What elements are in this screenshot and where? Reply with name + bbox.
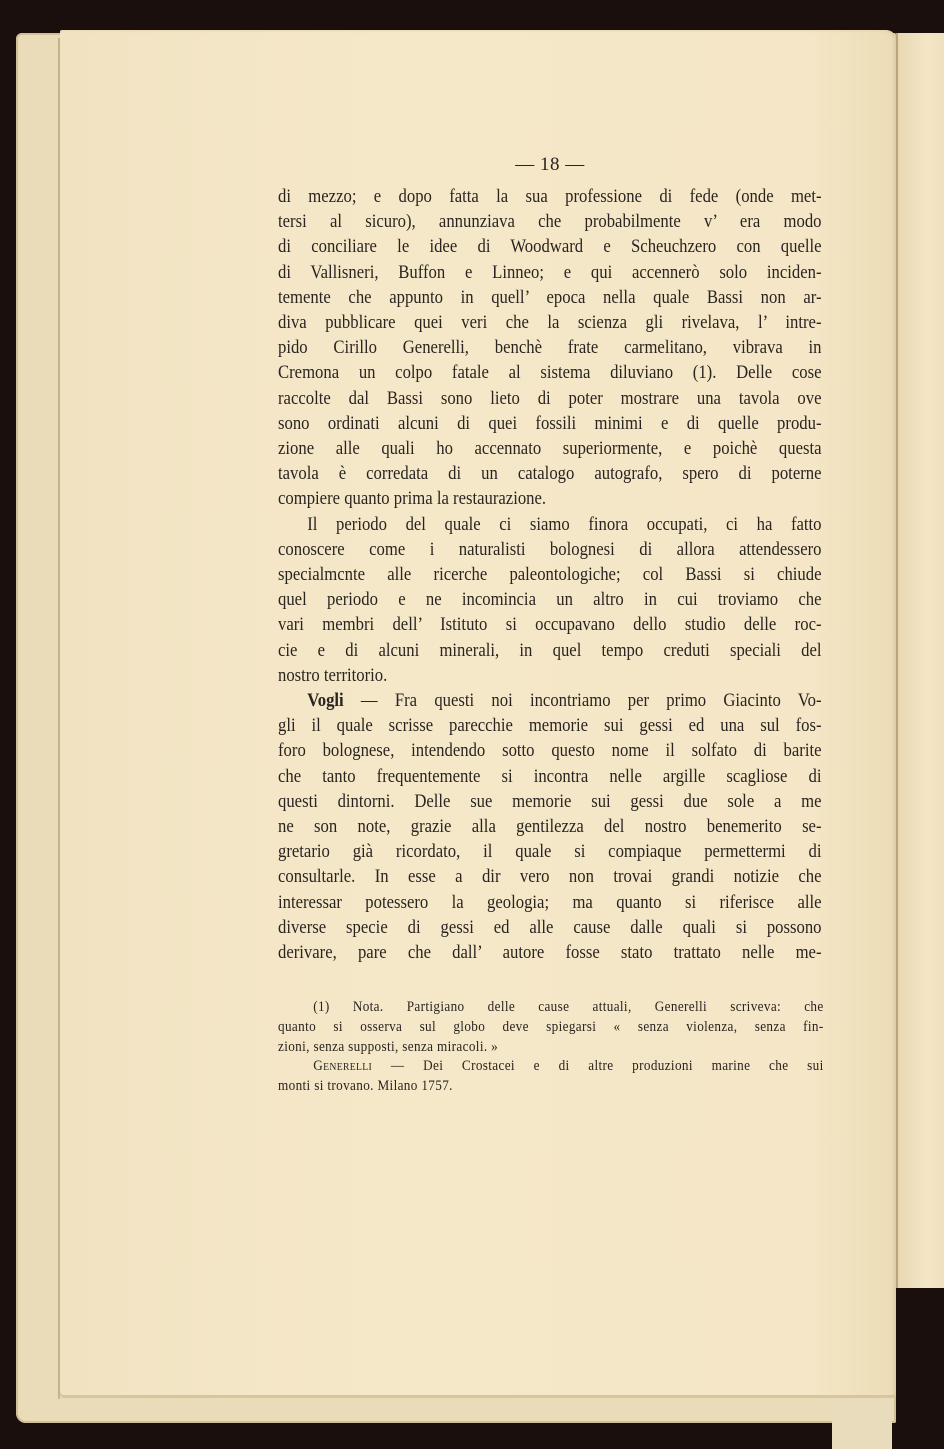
line-text: diverse specie di gessi ed alle cause dalle quali si possono <box>278 916 822 938</box>
line-text: vari membri dell’ Istituto si occupavano dello studio delle roc- <box>278 614 822 636</box>
line-text: compiere quanto prima la restaurazione. <box>278 488 547 510</box>
body-line <box>278 940 822 965</box>
line-text: pido Cirillo Generelli, benchè frate carmelitano, vibrava in <box>278 337 822 359</box>
body-line <box>278 587 822 612</box>
line-text: zione alle quali ho accennato superiormente, e poichè questa <box>278 438 822 460</box>
line-text: di Vallisneri, Buffon e Linneo; e qui accennerò solo inciden- <box>278 261 822 283</box>
line-text: sono ordinati alcuni di quei fossili minimi e di quelle produ- <box>278 412 822 434</box>
body-line <box>278 562 822 587</box>
line-text: derivare, pare che dall’ autore fosse stato trattato nelle me- <box>278 942 822 964</box>
line-text: che tanto frequentemente si incontra nelle argille scagliose di <box>278 765 822 787</box>
body-line <box>278 335 822 360</box>
body-line <box>278 663 822 688</box>
footnote-line <box>278 998 824 1018</box>
line-text: gli il quale scrisse parecchie memorie sui gessi ed una sul fos- <box>278 715 822 737</box>
author-name: Generelli <box>313 1058 373 1075</box>
body-line <box>278 209 822 234</box>
body-line <box>278 411 822 436</box>
footnote-line <box>278 1057 824 1077</box>
line-text: nostro territorio. <box>278 664 388 686</box>
body-line <box>278 512 822 537</box>
line-text: diva pubblicare quei veri che la scienza gli rivelava, l’ intre- <box>278 312 822 334</box>
body-line <box>278 738 822 763</box>
page-number: — 18 — <box>515 154 585 175</box>
body-line <box>278 839 822 864</box>
body-line <box>278 461 822 486</box>
line-text: raccolte dal Bassi sono lieto di poter mostrare una tavola ove <box>278 387 822 409</box>
body-line <box>278 360 822 385</box>
line-text: tavola è corredata di un catalogo autografo, spero di poterne <box>278 463 822 485</box>
body-line <box>278 386 822 411</box>
line-text: quanto si osserva sul globo deve spiegarsi « senza violenza, senza fin- <box>278 1018 824 1035</box>
line-text: Il periodo del quale ci siamo finora occupati, ci ha fatto <box>307 513 822 535</box>
line-text: monti si trovano. Milano 1757. <box>278 1078 453 1095</box>
line-text: — Fra questi noi incontriamo per primo Giacinto Vo- <box>343 690 822 712</box>
line-text: quel periodo e ne incomincia un altro in cui troviamo che <box>278 589 822 611</box>
line-text: ne son note, grazie alla gentilezza del nostro benemerito se- <box>278 816 822 838</box>
body-line <box>278 537 822 562</box>
line-text: questi dintorni. Delle sue memorie sui gessi due sole a me <box>278 790 822 812</box>
body-line <box>278 864 822 889</box>
body-line <box>278 890 822 915</box>
body-line <box>278 310 822 335</box>
section-heading: Vogli <box>307 690 344 712</box>
body-text <box>278 184 822 965</box>
line-text: conoscere come i naturalisti bolognesi di allora attendessero <box>278 538 822 560</box>
body-line <box>278 638 822 663</box>
body-line <box>278 285 822 310</box>
line-text: gretario già ricordato, il quale si compiaque permettermi di <box>278 841 822 863</box>
line-text: foro bolognese, intendendo sotto questo nome il solfato di barite <box>278 740 822 762</box>
footnote-line <box>278 1077 824 1097</box>
body-line <box>278 915 822 940</box>
line-text: temente che appunto in quell’ epoca nella quale Bassi non ar- <box>278 286 822 308</box>
line-text: di mezzo; e dopo fatta la sua professione di fede (onde met- <box>278 186 822 207</box>
line-text: interessar potessero la geologia; ma quanto si riferisce alle <box>278 891 822 913</box>
line-text: tersi al sicuro), annunziava che probabilmente v’ era modo <box>278 211 822 233</box>
body-line <box>278 234 822 259</box>
body-line <box>278 486 822 511</box>
body-line <box>278 713 822 738</box>
body-line <box>278 764 822 789</box>
footnote-line <box>278 1038 824 1058</box>
line-text: — Dei Crostacei e di altre produzioni marine che sui <box>372 1058 824 1075</box>
footnotes <box>278 998 824 1097</box>
body-line <box>278 688 822 713</box>
line-text: (1) Nota. Partigiano delle cause attuali, Generelli scriveva: che <box>313 999 824 1015</box>
body-line <box>278 260 822 285</box>
body-line <box>278 814 822 839</box>
body-line <box>278 184 822 209</box>
line-text: Cremona un colpo fatale al sistema diluviano (1). Delle cose <box>278 362 822 384</box>
body-line <box>278 789 822 814</box>
footnote-line <box>278 1018 824 1038</box>
line-text: consultarle. In esse a dir vero non trovai grandi notizie che <box>278 866 822 888</box>
line-text: specialmcnte alle ricerche paleontologiche; col Bassi si chiude <box>278 564 822 586</box>
line-text: cie e di alcuni minerali, in quel tempo creduti speciali del <box>278 639 822 661</box>
body-line <box>278 612 822 637</box>
line-text: zioni, senza supposti, senza miracoli. » <box>278 1038 499 1055</box>
body-line <box>278 436 822 461</box>
next-page-edge <box>896 33 944 1288</box>
line-text: di conciliare le idee di Woodward e Scheuchzero con quelle <box>278 236 822 258</box>
